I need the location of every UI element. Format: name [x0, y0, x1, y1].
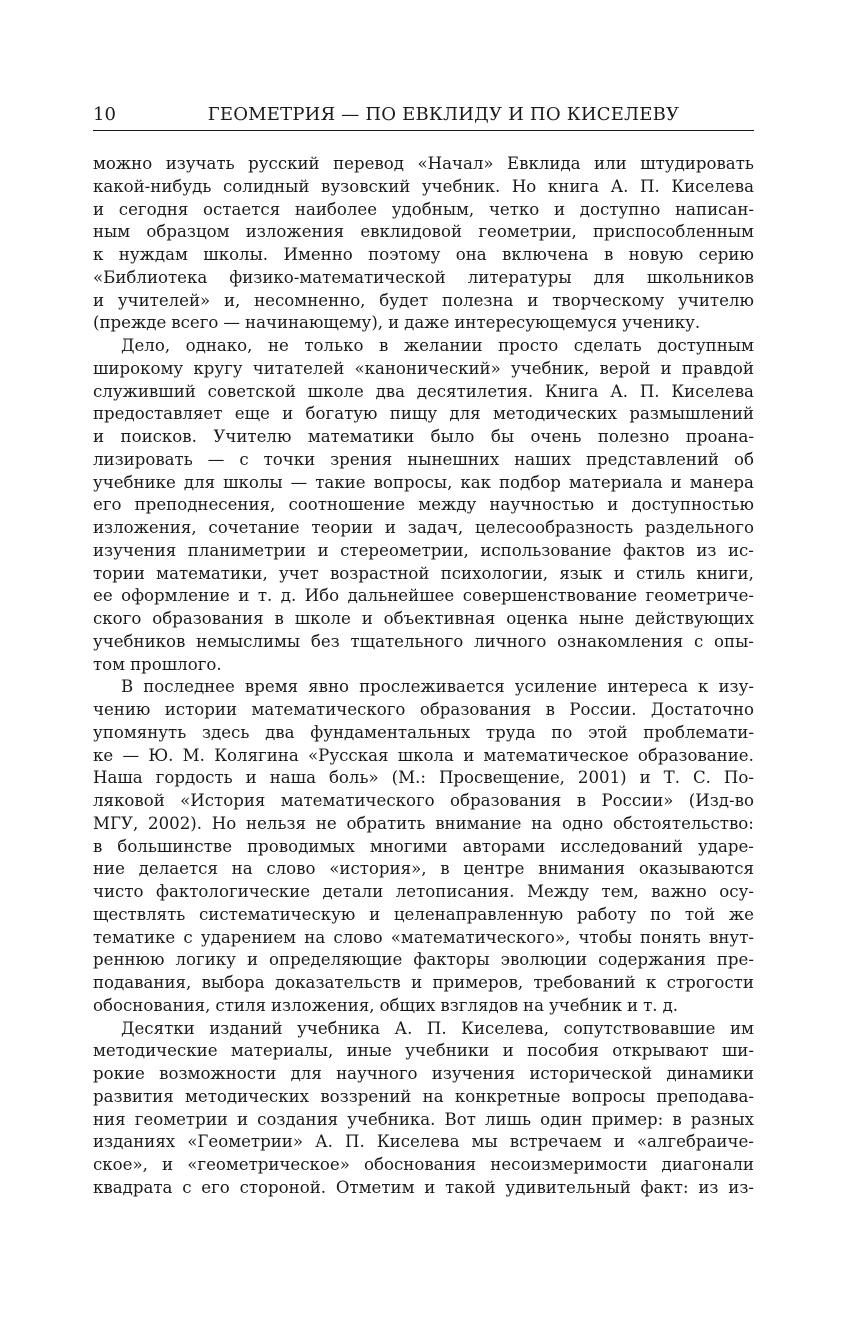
text-line: ке — Ю. М. Колягина «Русская школа и математическое образование. — [93, 745, 754, 765]
book-page — [93, 104, 754, 1200]
paragraph — [93, 153, 754, 335]
text-line: и учителей» и, несомненно, будет полезна и творческому учителю — [93, 290, 754, 310]
text-line: изданиях «Геометрии» А. П. Киселева мы встречаем и «алгебраиче- — [93, 1132, 754, 1152]
text-line: широкому кругу читателей «канонический» учебник, верой и правдой — [93, 358, 754, 378]
text-line: реннюю логику и определяющие факторы эволюции содержания пре- — [93, 950, 754, 970]
running-title: ГЕОМЕТРИЯ — ПО ЕВКЛИДУ И ПО КИСЕЛЕВУ — [207, 104, 680, 125]
text-line: и сегодня остается наиболее удобным, четко и доступно написан- — [93, 199, 754, 219]
text-line: к нуждам школы. Именно поэтому она включена в новую серию — [93, 245, 754, 264]
running-head — [93, 104, 754, 131]
text-line: МГУ, 2002). Но нельзя не обратить внимание на одно обстоятельство: — [93, 813, 754, 833]
text-line: ского образования в школе и объективная оценка ныне действующих — [93, 609, 754, 628]
text-line: ее оформление и т. д. Ибо дальнейшее совершенствование геометриче- — [93, 586, 754, 606]
text-line: развития методических воззрений на конкретные вопросы преподава- — [93, 1086, 754, 1106]
text-line: том прошлого. — [93, 654, 222, 674]
text-line: лизировать — с точки зрения нынешних наших представлений об — [93, 449, 754, 469]
text-line: тории математики, учет возрастной психологии, язык и стиль книги, — [93, 563, 754, 583]
text-line: предоставляет еще и богатую пищу для методических размышлений — [93, 404, 754, 424]
text-line: подавания, выбора доказательств и примеров, требований к строгости — [93, 973, 754, 992]
text-line: Десятки изданий учебника А. П. Киселева, сопутствовавшие им — [121, 1018, 754, 1038]
text-line: методические материалы, иные учебники и пособия открывают ши- — [93, 1041, 754, 1061]
text-line: обоснования, стиля изложения, общих взглядов на учебник и т. д. — [93, 995, 679, 1015]
text-line: Дело, однако, не только в желании просто сделать доступным — [121, 336, 754, 355]
text-line: В последнее время явно прослеживается усиление интереса к изу- — [121, 677, 754, 697]
text-line: Наша гордость и наша боль» (М.: Просвещение, 2001) и Т. С. По- — [93, 768, 754, 788]
text-line: ным образцом изложения евклидовой геометрии, приспособленным — [93, 222, 754, 242]
body-text — [93, 153, 754, 1200]
text-line: ние делается на слово «история», в центре внимания оказываются — [93, 859, 754, 879]
text-line: учебнике для школы — такие вопросы, как подбор материала и манера — [93, 472, 754, 492]
text-line: изучения планиметрии и стереометрии, использование фактов из ис- — [93, 540, 754, 560]
text-line: какой-нибудь солидный вузовский учебник. Но книга А. П. Киселева — [93, 176, 754, 196]
text-line: «Библиотека физико-математической литературы для школьников — [93, 267, 754, 287]
text-line: учебников немыслимы без тщательного личного ознакомления с опы- — [93, 631, 754, 651]
paragraph — [93, 335, 754, 676]
text-line: ществлять систематическую и целенаправленную работу по той же — [93, 904, 754, 924]
text-line: ния геометрии и создания учебника. Вот лишь один пример: в разных — [93, 1109, 754, 1129]
text-line: квадрата с его стороной. Отметим и такой удивительный факт: из из- — [93, 1177, 754, 1197]
text-line: (прежде всего — начинающему), и даже интересующемуся ученику. — [93, 313, 701, 333]
text-line: ляковой «История математического образования в России» (Изд-во — [93, 791, 754, 810]
text-line: служивший советской школе два десятилетия. Книга А. П. Киселева — [93, 381, 754, 401]
text-line: упомянуть здесь два фундаментальных труда по этой проблемати- — [93, 722, 754, 742]
paragraph — [93, 1018, 754, 1200]
text-line: тематике с ударением на слово «математического», чтобы понять внут- — [93, 927, 754, 947]
text-line: в большинстве проводимых многими авторами исследований ударе- — [93, 836, 754, 856]
text-line: и поисков. Учителю математики было бы очень полезно проана- — [93, 427, 754, 446]
text-line: чению истории математического образования в России. Достаточно — [93, 700, 754, 719]
text-line: изложения, сочетание теории и задач, целесообразность раздельного — [93, 518, 754, 537]
text-line: его преподнесения, соотношение между научностью и доступностью — [93, 495, 754, 515]
text-line: рокие возможности для научного изучения исторической динамики — [93, 1064, 754, 1083]
text-line: чисто фактологические детали летописания. Между тем, важно осу- — [93, 882, 754, 901]
paragraph — [93, 676, 754, 1017]
page-number: 10 — [93, 104, 116, 125]
text-line: ское», и «геометрическое» обоснования несоизмеримости диагонали — [93, 1155, 754, 1174]
text-line: можно изучать русский перевод «Начал» Евклида или штудировать — [93, 154, 754, 173]
